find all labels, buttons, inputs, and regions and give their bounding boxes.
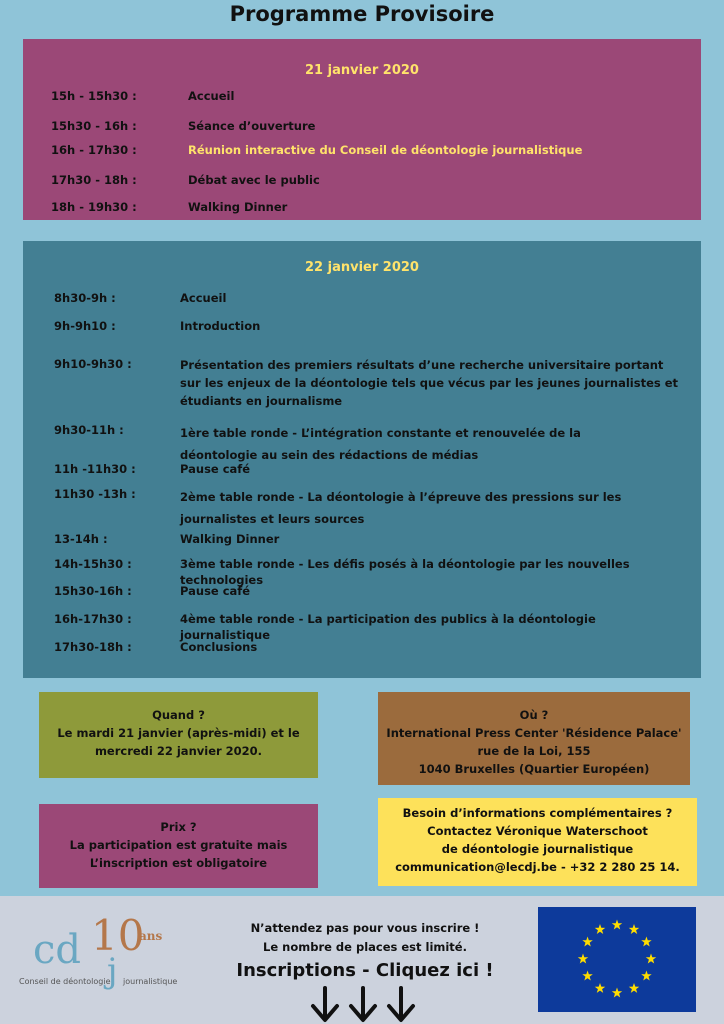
day1-time: 17h30 - 18h : xyxy=(51,173,137,187)
logo-subtitle: journalistique xyxy=(123,977,178,986)
logo-j: j xyxy=(107,951,118,991)
day2-activity: Introduction xyxy=(180,319,261,333)
where-line: rue de la Loi, 155 xyxy=(477,744,591,758)
day1-time: 16h - 17h30 : xyxy=(51,143,137,157)
day1-date: 21 janvier 2020 xyxy=(305,63,419,78)
logo-ans: ans xyxy=(139,929,163,943)
day2-time: 17h30-18h : xyxy=(54,640,132,654)
day2-activity: 4ème table ronde - La participation des publics à la déontologie journalistique xyxy=(180,612,596,642)
contact-line: Besoin d’informations complémentaires ? xyxy=(402,806,673,820)
price-box xyxy=(39,804,318,888)
contact-line: de déontologie journalistique xyxy=(441,842,634,856)
day2-time: 9h-9h10 : xyxy=(54,319,116,333)
register-note xyxy=(240,919,490,957)
day1-activity-highlight: Réunion interactive du Conseil de déontologie journalistique xyxy=(188,143,583,157)
when-title: Quand ? xyxy=(152,708,205,722)
logo-cd: cd xyxy=(33,927,82,973)
contact-email-phone[interactable]: communication@lecdj.be - +32 2 280 25 14. xyxy=(395,860,680,874)
day2-time: 16h-17h30 : xyxy=(54,612,132,626)
day2-time: 15h30-16h : xyxy=(54,584,132,598)
day2-time: 8h30-9h : xyxy=(54,291,116,305)
day2-panel xyxy=(23,241,701,678)
contact-line: Contactez Véronique Waterschoot xyxy=(427,824,648,838)
day2-time: 14h-15h30 : xyxy=(54,557,132,571)
price-line: L’inscription est obligatoire xyxy=(89,856,268,870)
day2-activity: Accueil xyxy=(180,291,227,305)
logo-ten: 10 xyxy=(91,911,145,960)
where-line: International Press Center 'Résidence Palace' xyxy=(386,726,682,740)
day2-activity: 2ème table ronde - La déontologie à l’épreuve des pressions sur les journalistes et leurs sources xyxy=(180,490,622,526)
when-box xyxy=(39,692,318,778)
arrows-down-icon xyxy=(305,984,425,1024)
day2-date: 22 janvier 2020 xyxy=(305,260,419,275)
day2-activity: Pause café xyxy=(180,462,251,476)
logo-subtitle: Conseil de déontologie xyxy=(19,977,111,986)
day1-activity: Accueil xyxy=(188,89,235,103)
when-line: mercredi 22 janvier 2020. xyxy=(94,744,263,758)
price-line: La participation est gratuite mais xyxy=(69,838,288,852)
register-note-line: N’attendez pas pour vous inscrire ! xyxy=(250,921,480,935)
day2-activity: 3ème table ronde - Les défis posés à la déontologie par les nouvelles technologies xyxy=(180,557,630,587)
day1-time: 15h30 - 16h : xyxy=(51,119,137,133)
day2-activity: Présentation des premiers résultats d’une recherche universitaire portant sur les enjeux de la déontologie tels que vécus par les jeunes journalistes et étudiants en journalisme xyxy=(180,358,679,408)
day1-activity: Débat avec le public xyxy=(188,173,320,187)
day2-time: 9h30-11h : xyxy=(54,423,124,437)
day2-activity: 1ère table ronde - L’intégration constante et renouvelée de la déontologie au sein des rédactions de médias xyxy=(180,426,581,462)
day1-time: 18h - 19h30 : xyxy=(51,200,137,214)
when-line: Le mardi 21 janvier (après-midi) et le xyxy=(57,726,300,740)
day2-time: 13-14h : xyxy=(54,532,108,546)
day1-activity: Séance d’ouverture xyxy=(188,119,316,133)
register-link[interactable]: Inscriptions - Cliquez ici ! xyxy=(236,960,494,981)
day2-activity: Conclusions xyxy=(180,640,258,654)
day1-panel xyxy=(23,39,701,220)
day1-time: 15h - 15h30 : xyxy=(51,89,137,103)
day2-activity: Pause café xyxy=(180,584,251,598)
price-title: Prix ? xyxy=(160,820,197,834)
cdj-logo xyxy=(19,911,189,996)
where-line: 1040 Bruxelles (Quartier Européen) xyxy=(418,762,650,776)
day2-time: 11h -11h30 : xyxy=(54,462,136,476)
where-title: Où ? xyxy=(519,708,549,722)
day2-time: 11h30 -13h : xyxy=(54,487,136,501)
where-box xyxy=(378,692,690,785)
day2-activity: Walking Dinner xyxy=(180,532,280,546)
page-title: Programme Provisoire xyxy=(229,2,495,26)
day1-activity: Walking Dinner xyxy=(188,200,288,214)
eu-flag-icon xyxy=(538,907,696,1012)
contact-box xyxy=(378,798,697,886)
register-note-line: Le nombre de places est limité. xyxy=(263,940,467,954)
day2-time: 9h10-9h30 : xyxy=(54,357,132,371)
